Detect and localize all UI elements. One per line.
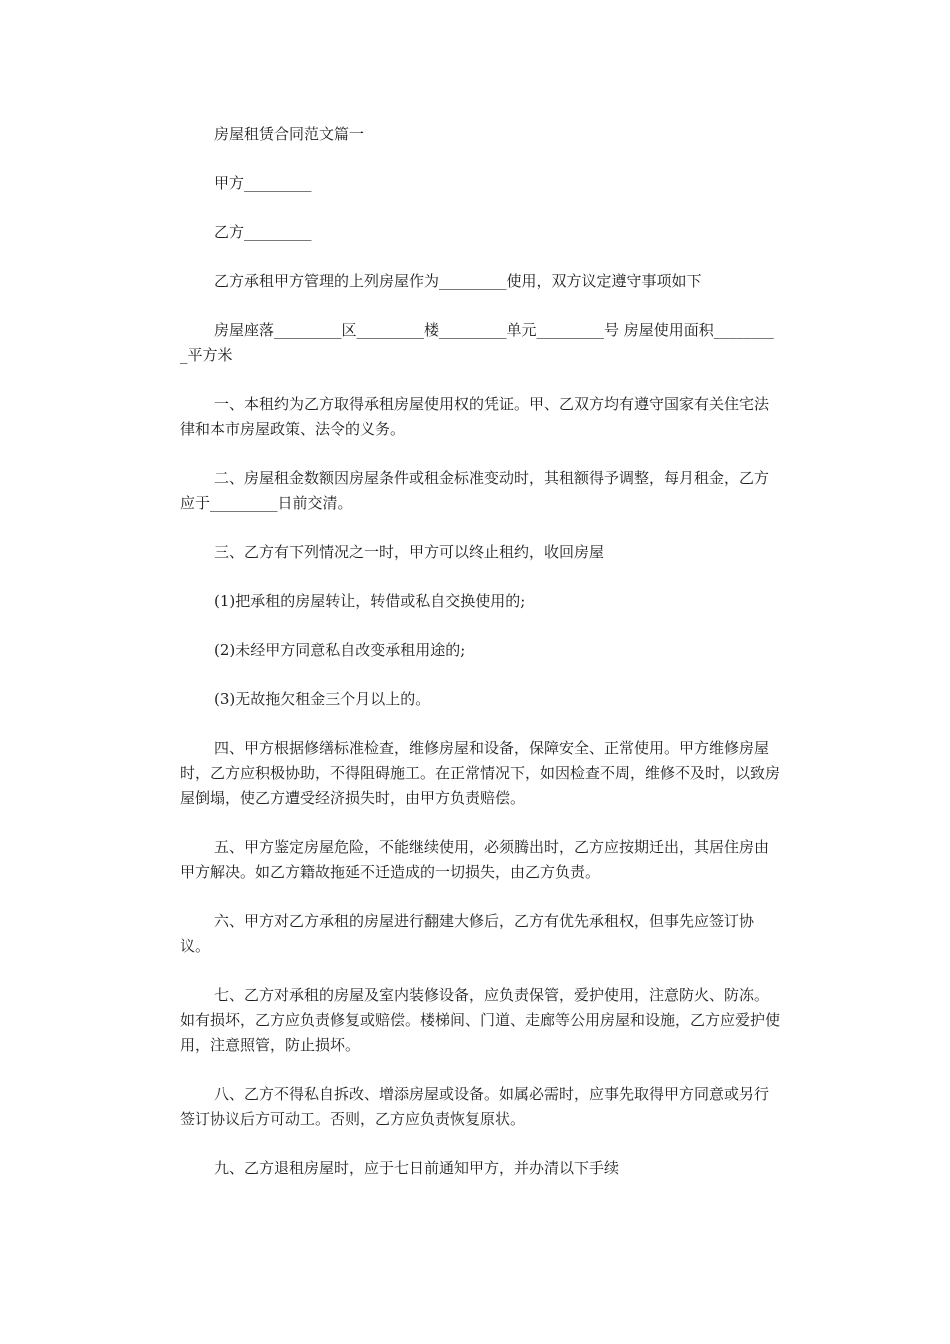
clause-9: 九、乙方退租房屋时，应于七日前通知甲方，并办清以下手续 bbox=[214, 1159, 620, 1177]
clause-3-item-2: (2)未经甲方同意私自改变承租用途的; bbox=[214, 641, 466, 659]
clause-1: 一、本租约为乙方取得承租房屋使用权的凭证。甲、乙双方均有遵守国家有关住宅法律和本市房屋政策、法令的义务。 bbox=[180, 395, 770, 438]
clause-8: 八、乙方不得私自拆改、增添房屋或设备。如属必需时，应事先取得甲方同意或另行签订协议后方可动工。否则，乙方应负责恢复原状。 bbox=[180, 1085, 770, 1128]
clause-4: 四、甲方根据修缮标准检查，维修房屋和设备，保障安全、正常使用。甲方维修房屋时，乙方应积极协助，不得阻碍施工。在正常情况下，如因检查不周，维修不及时，以致房屋倒塌，使乙方遭受经济损失时，由甲方负责赔偿。 bbox=[180, 739, 781, 807]
party-b-line: 乙方_________ bbox=[214, 223, 312, 241]
clause-2: 二、房屋租金数额因房屋条件或租金标准变动时，其租额得予调整，每月租金，乙方应于_________日前交清。 bbox=[180, 469, 770, 512]
document-page bbox=[180, 122, 780, 1181]
clause-3: 三、乙方有下列情况之一时，甲方可以终止租约，收回房屋 bbox=[214, 543, 605, 561]
usage-clause: 乙方承租甲方管理的上列房屋作为_________使用，双方议定遵守事项如下 bbox=[214, 272, 702, 290]
clause-3-item-3: (3)无故拖欠租金三个月以上的。 bbox=[214, 690, 431, 708]
clause-6: 六、甲方对乙方承租的房屋进行翻建大修后，乙方有优先承租权，但事先应签订协议。 bbox=[180, 912, 755, 955]
document-title: 房屋租赁合同范文篇一 bbox=[214, 125, 365, 143]
party-a-line: 甲方_________ bbox=[214, 174, 312, 192]
clause-5: 五、甲方鉴定房屋危险，不能继续使用，必须腾出时，乙方应按期迁出，其居住房由甲方解决。如乙方籍故拖延不迁造成的一切损失，由乙方负责。 bbox=[180, 838, 770, 881]
property-location: 房屋座落_________区_________楼_________单元_________号 房屋使用面积_________平方米 bbox=[180, 321, 774, 364]
clause-3-item-1: (1)把承租的房屋转让，转借或私自交换使用的; bbox=[214, 592, 526, 610]
clause-7: 七、乙方对承租的房屋及室内装修设备，应负责保管，爱护使用，注意防火、防冻。如有损坏，乙方应负责修复或赔偿。楼梯间、门道、走廊等公用房屋和设施，乙方应爱护使用，注意照管，防止损坏。 bbox=[180, 986, 781, 1054]
